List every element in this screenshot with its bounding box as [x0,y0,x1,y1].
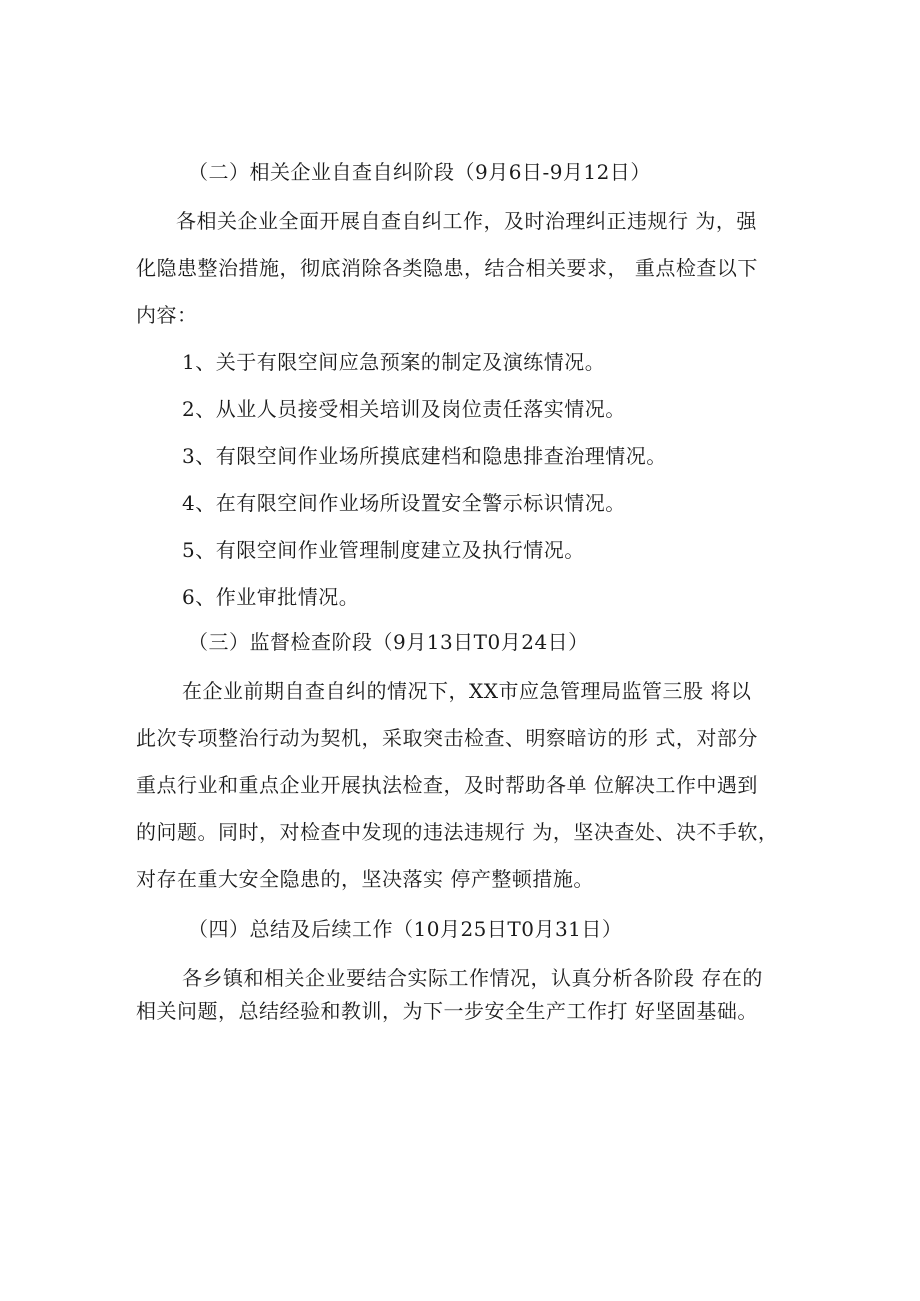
paragraph-line: 内容： [136,303,198,327]
paragraph-line: 各乡镇和相关企业要结合实际工作情况，认真分析各阶段 存在的 [182,966,763,990]
list-item: 4、在有限空间作业场所设置安全警示标识情况。 [182,491,626,515]
paragraph-line: 的问题。同时，对检查中发现的违法违规行 为，坚决查处、决不手软， [136,820,779,844]
section-heading-4: （四）总结及后续工作（10月25日T0月31日） [188,917,623,941]
section-heading-2: （二）相关企业自查自纠阶段（9月6日-9月12日） [188,160,651,184]
paragraph-line: 在企业前期自查自纠的情况下，XX市应急管理局监管三股 将以 [182,679,752,703]
list-item: 6、作业审批情况。 [182,585,360,609]
list-item: 2、从业人员接受相关培训及岗位责任落实情况。 [182,397,626,421]
paragraph-line: 相关问题，总结经验和教训，为下一步安全生产工作打 好坚固基础。 [136,999,758,1023]
list-item: 5、有限空间作业管理制度建立及执行情况。 [182,538,585,562]
paragraph-line: 各相关企业全面开展自查自纠工作，及时治理纠正违规行 为，强 [176,209,757,233]
list-item: 1、关于有限空间应急预案的制定及演练情况。 [182,350,606,374]
paragraph-line: 化隐患整治措施，彻底消除各类隐患，结合相关要求， 重点检查以下 [136,256,758,280]
paragraph-line: 重点行业和重点企业开展执法检查，及时帮助各单 位解决工作中遇到 [136,773,758,797]
paragraph-line: 对存在重大安全隐患的，坚决落实 停产整顿措施。 [136,867,594,891]
list-item: 3、有限空间作业场所摸底建档和隐患排查治理情况。 [182,444,667,468]
paragraph-line: 此次专项整治行动为契机，采取突击检查、明察暗访的形 式，对部分 [136,726,758,750]
section-heading-3: （三）监督检查阶段（9月13日T0月24日） [188,630,589,654]
